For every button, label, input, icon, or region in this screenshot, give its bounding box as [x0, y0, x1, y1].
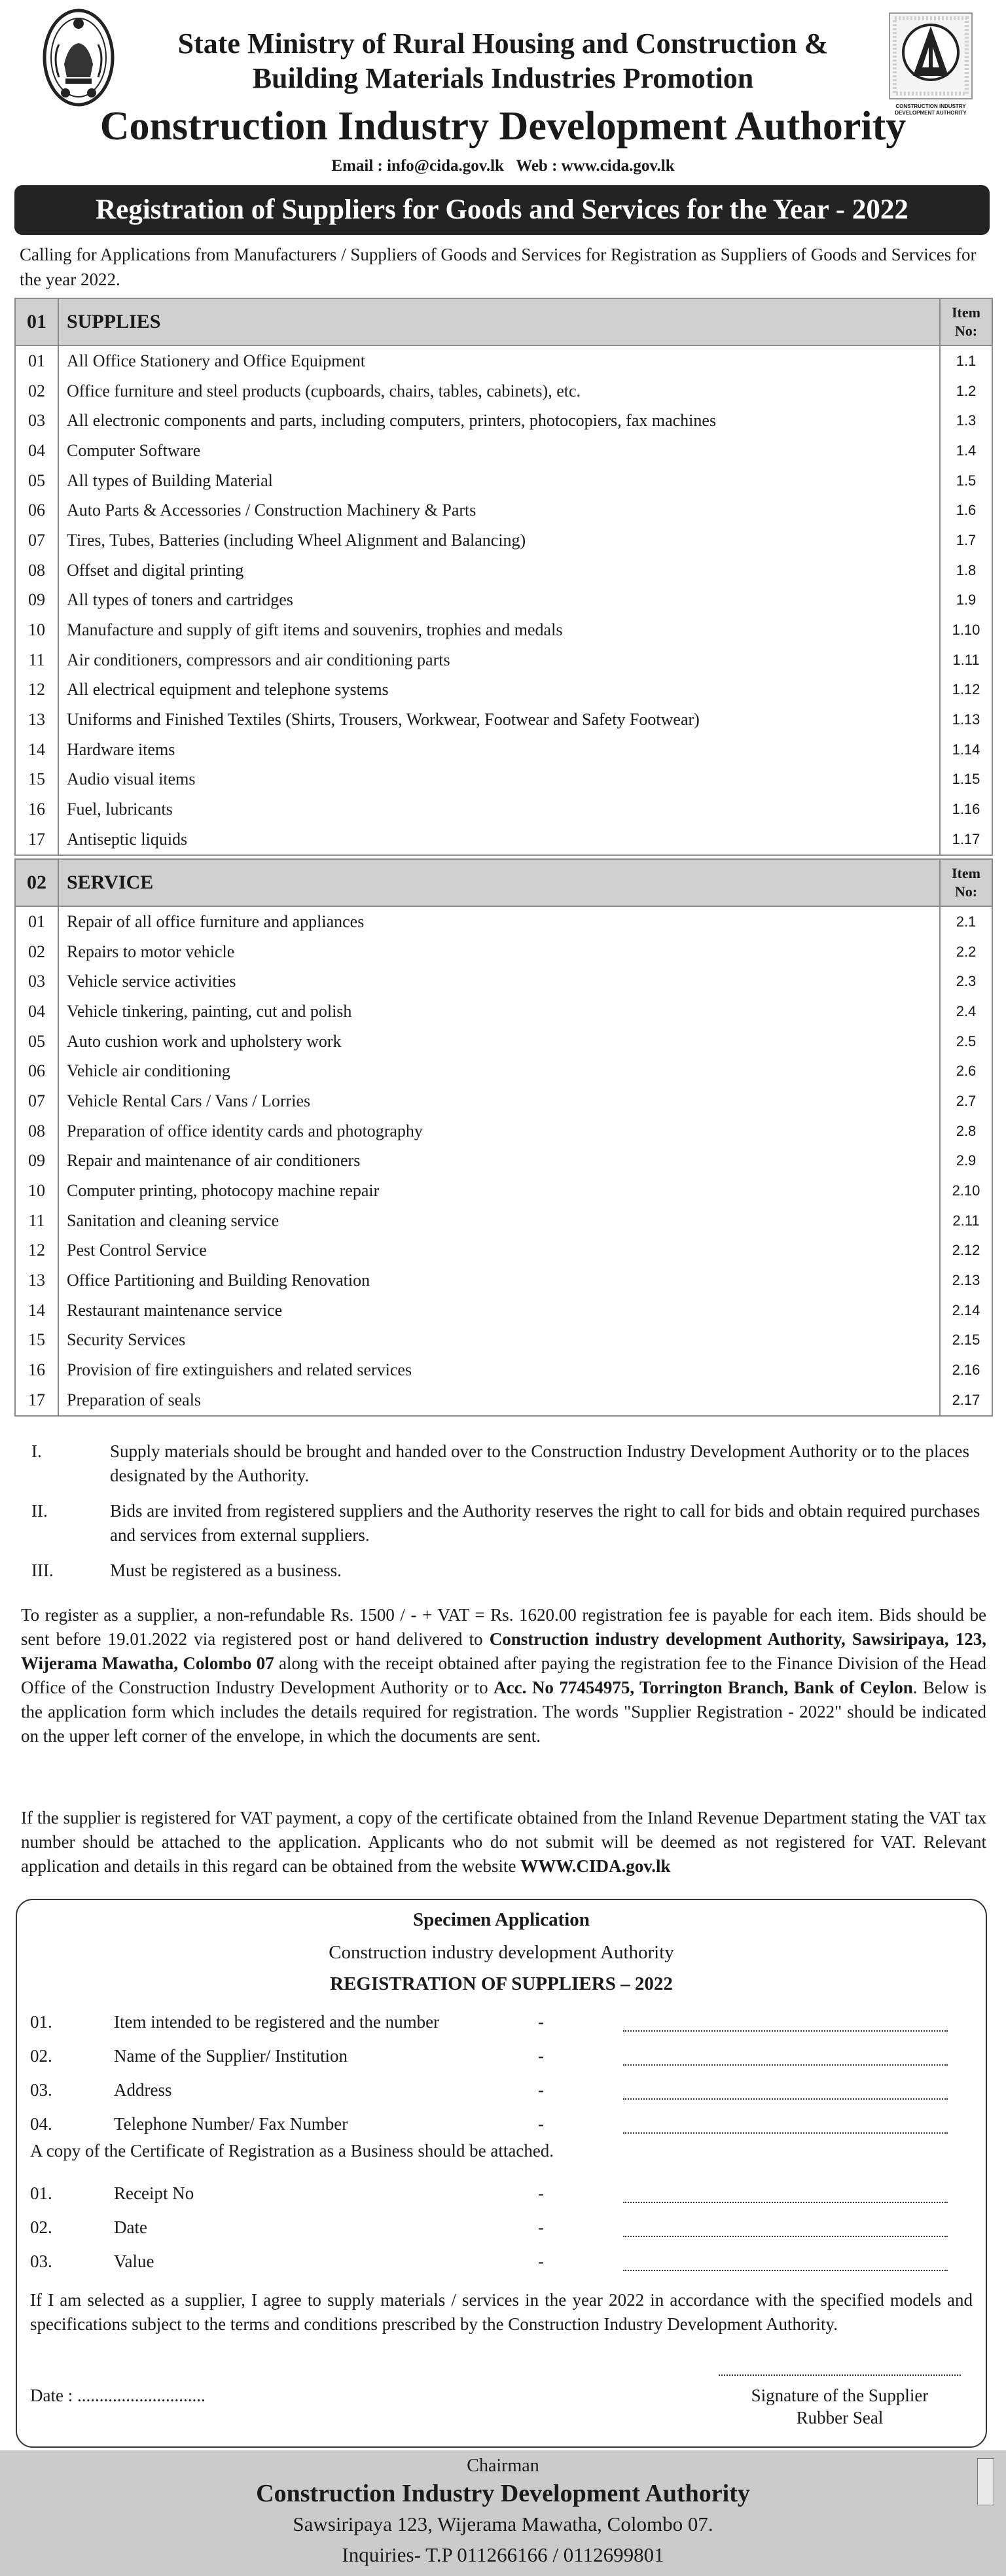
ministry-line-2: Building Materials Industries Promotion — [252, 62, 754, 94]
row-item-number: 2.11 — [952, 1212, 980, 1229]
row-description: Office Partitioning and Building Renovation — [59, 1265, 941, 1296]
table-row — [16, 1027, 992, 1057]
row-item-number: 2.6 — [956, 1063, 977, 1080]
row-description: Vehicle tinkering, painting, cut and polish — [59, 997, 941, 1027]
website-link[interactable]: WWW.CIDA.gov.lk — [520, 1856, 671, 1876]
row-description: Sanitation and cleaning service — [59, 1206, 941, 1236]
table-row — [16, 1086, 992, 1116]
row-number: 06 — [16, 1056, 59, 1086]
row-number: 10 — [16, 615, 59, 645]
supplies-section-title: SUPPLIES — [59, 299, 941, 345]
row-description: Vehicle service activities — [59, 966, 941, 997]
registration-paragraph — [21, 1603, 986, 1748]
supplies-header — [16, 299, 992, 346]
row-number: 03 — [16, 966, 59, 997]
item-header-line-2: No: — [954, 883, 978, 900]
footer-authority: Construction Industry Development Authority — [256, 2480, 750, 2507]
row-number: 10 — [16, 1176, 59, 1206]
row-description: Provision of fire extinguishers and related services — [59, 1355, 941, 1385]
row-item-number: 2.4 — [956, 1002, 977, 1019]
row-number: 09 — [16, 586, 59, 616]
row-item-number: 2.17 — [952, 1391, 980, 1408]
table-row — [16, 1355, 992, 1385]
row-number: 15 — [16, 1326, 59, 1356]
item-header-line-2: No: — [954, 323, 978, 339]
row-number: 14 — [16, 735, 59, 765]
row-number: 01 — [16, 907, 59, 937]
field-label: Value — [114, 2251, 154, 2271]
row-number: 04 — [16, 997, 59, 1027]
row-number: 11 — [16, 1206, 59, 1236]
row-item-number: 1.1 — [956, 352, 977, 369]
condition-number: III. — [31, 1561, 54, 1580]
table-row — [16, 586, 992, 616]
footer-address: Sawsiripaya 123, Wijerama Mawatha, Colombo 07. — [293, 2513, 713, 2535]
footer-role: Chairman — [467, 2456, 539, 2476]
signature-label — [719, 2384, 961, 2429]
table-row — [16, 1146, 992, 1176]
form-field-receipt — [30, 2176, 973, 2210]
specimen-application-box — [16, 1899, 987, 2448]
row-number: 06 — [16, 495, 59, 525]
table-row — [16, 466, 992, 496]
row-item-number: 2.16 — [952, 1362, 980, 1379]
cida-logo-icon — [888, 12, 973, 100]
table-row — [16, 376, 992, 406]
row-description: Tires, Tubes, Batteries (including Wheel Alignment and Balancing) — [59, 525, 941, 556]
form-field-address — [30, 2073, 973, 2107]
row-description: Security Services — [59, 1326, 941, 1356]
row-item-number: 1.2 — [956, 382, 977, 399]
intro-text: Calling for Applications from Manufacturers / Suppliers of Goods and Services for Registration as Suppliers of Goods and Services for the year 2022. — [20, 245, 977, 289]
table-row — [16, 1385, 992, 1415]
specimen-heading: REGISTRATION OF SUPPLIERS – 2022 — [330, 1973, 673, 1994]
table-row — [16, 1206, 992, 1236]
row-description: Air conditioners, compressors and air conditioning parts — [59, 645, 941, 675]
field-number: 03. — [30, 2251, 52, 2271]
row-item-number: 2.10 — [952, 1182, 980, 1199]
row-description: Vehicle Rental Cars / Vans / Lorries — [59, 1086, 941, 1116]
title-banner: Registration of Suppliers for Goods and Services for the Year - 2022 — [14, 185, 990, 235]
row-number: 03 — [16, 406, 59, 436]
row-description: Auto Parts & Accessories / Construction Machinery & Parts — [59, 495, 941, 525]
table-row — [16, 525, 992, 556]
table-row — [16, 1176, 992, 1206]
table-row — [16, 1265, 992, 1296]
row-number: 12 — [16, 1236, 59, 1266]
row-description: Office furniture and steel products (cupboards, chairs, tables, cabinets), etc. — [59, 376, 941, 406]
row-item-number: 2.8 — [956, 1122, 977, 1139]
conditions-list — [26, 1439, 988, 1594]
attach-certificate-note: A copy of the Certificate of Registration as a Business should be attached. — [30, 2141, 554, 2161]
row-item-number: 2.12 — [952, 1242, 980, 1259]
row-number: 08 — [16, 1116, 59, 1146]
agreement-text: If I am selected as a supplier, I agree to supply materials / services in the year 2022 in accordance with the specified models and specifications subject to the terms and conditions prescribed by the Construction Industry Development Authority. — [30, 2290, 973, 2334]
row-item-number: 2.1 — [956, 913, 977, 930]
row-number: 02 — [16, 937, 59, 967]
field-dash: - — [538, 2011, 544, 2032]
row-description: Repairs to motor vehicle — [59, 937, 941, 967]
row-item-number: 2.14 — [952, 1301, 980, 1318]
row-item-number: 2.2 — [956, 943, 977, 960]
table-row — [16, 997, 992, 1027]
application-fields — [30, 2005, 973, 2141]
field-number: 01. — [30, 2183, 52, 2203]
row-item-number: 1.3 — [956, 412, 977, 429]
field-label: Name of the Supplier/ Institution — [114, 2045, 348, 2066]
table-row — [16, 615, 992, 645]
field-dash: - — [538, 2113, 544, 2134]
condition-text: Must be registered as a business. — [110, 1561, 342, 1580]
row-description: All electrical equipment and telephone systems — [59, 675, 941, 705]
service-table — [14, 858, 993, 1417]
row-description: Offset and digital printing — [59, 556, 941, 586]
field-number: 03. — [30, 2079, 52, 2100]
row-description: All types of toners and cartridges — [59, 586, 941, 616]
registration-text-2: along with the receipt obtained after paying the registration fee to the Finance Division of the Head Office of the Construction Industry Development Authority or to — [21, 1653, 986, 1697]
field-number: 02. — [30, 2045, 52, 2066]
row-description: Antiseptic liquids — [59, 824, 941, 855]
row-number: 02 — [16, 376, 59, 406]
row-item-number: 2.9 — [956, 1152, 977, 1169]
form-field-value — [30, 2244, 973, 2278]
row-description: Preparation of seals — [59, 1385, 941, 1415]
value-blank[interactable] — [623, 2257, 948, 2271]
table-row — [16, 1296, 992, 1326]
row-description: Auto cushion work and upholstery work — [59, 1027, 941, 1057]
receipt-fields — [30, 2176, 973, 2278]
row-number: 09 — [16, 1146, 59, 1176]
row-description: Computer printing, photocopy machine repair — [59, 1176, 941, 1206]
authority-name: Construction Industry Development Authority — [99, 104, 907, 149]
field-dash: - — [538, 2045, 544, 2066]
row-number: 07 — [16, 1086, 59, 1116]
table-row — [16, 765, 992, 795]
row-number: 04 — [16, 436, 59, 466]
field-number: 01. — [30, 2011, 52, 2032]
footer — [0, 2450, 1006, 2576]
row-description: Manufacture and supply of gift items and souvenirs, trophies and medals — [59, 615, 941, 645]
row-description: Repair of all office furniture and appliances — [59, 907, 941, 937]
row-item-number: 1.7 — [956, 531, 977, 548]
date-blank[interactable] — [623, 2223, 948, 2237]
email-text: Email : info@cida.gov.lk — [331, 157, 504, 175]
row-number: 07 — [16, 525, 59, 556]
row-item-number: 1.12 — [952, 681, 980, 698]
field-label: Date — [114, 2217, 147, 2237]
supplies-item-header — [941, 299, 992, 345]
table-row — [16, 1116, 992, 1146]
table-row — [16, 406, 992, 436]
logo-caption: CONSTRUCTION INDUSTRY DEVELOPMENT AUTHORITY — [895, 103, 967, 116]
cida-logo — [888, 12, 973, 116]
row-item-number: 1.9 — [956, 591, 977, 609]
row-number: 15 — [16, 765, 59, 795]
field-number: 04. — [30, 2113, 52, 2134]
field-dash: - — [538, 2183, 544, 2203]
table-row — [16, 907, 992, 937]
item-header-line-1: Item — [952, 304, 980, 321]
ministry-name — [131, 26, 875, 96]
footer-inquiries: Inquiries- T.P 011266166 / 0112699801 — [342, 2543, 664, 2566]
table-row — [16, 937, 992, 967]
field-label: Telephone Number/ Fax Number — [114, 2113, 348, 2134]
row-description: Restaurant maintenance service — [59, 1296, 941, 1326]
service-section-title: SERVICE — [59, 860, 941, 906]
condition-item — [26, 1439, 988, 1488]
bank-account: Acc. No 77454975, Torrington Branch, Bank of Ceylon — [494, 1678, 913, 1697]
supplies-table — [14, 298, 993, 856]
row-description: Preparation of office identity cards and photography — [59, 1116, 941, 1146]
table-row — [16, 735, 992, 765]
row-description: Uniforms and Finished Textiles (Shirts, Trousers, Workwear, Footwear and Safety Footwear) — [59, 705, 941, 735]
supplies-rows — [16, 346, 992, 855]
table-row — [16, 705, 992, 735]
condition-item — [26, 1499, 988, 1547]
table-row — [16, 645, 992, 675]
contact-info — [0, 157, 1006, 175]
table-row — [16, 675, 992, 705]
field-dash: - — [538, 2079, 544, 2100]
row-description: Pest Control Service — [59, 1236, 941, 1266]
table-row — [16, 495, 992, 525]
address-blank[interactable] — [623, 2085, 948, 2100]
telephone-blank[interactable] — [623, 2119, 948, 2134]
receipt-blank[interactable] — [623, 2189, 948, 2203]
row-description: Repair and maintenance of air conditioners — [59, 1146, 941, 1176]
row-item-number: 2.5 — [956, 1032, 977, 1050]
field-dash: - — [538, 2217, 544, 2237]
row-number: 16 — [16, 1355, 59, 1385]
row-number: 13 — [16, 1265, 59, 1296]
field-dash: - — [538, 2251, 544, 2271]
signature-line-1: Signature of the Supplier — [751, 2386, 929, 2405]
specimen-title: Specimen Application — [413, 1909, 590, 1930]
row-number: 13 — [16, 705, 59, 735]
field-label: Item intended to be registered and the number — [114, 2011, 440, 2032]
row-description: Vehicle air conditioning — [59, 1056, 941, 1086]
condition-text: Bids are invited from registered suppliers and the Authority reserves the right to call for bids and obtain required purchases and services from external suppliers. — [110, 1501, 980, 1545]
field-label: Address — [114, 2079, 172, 2100]
row-number: 08 — [16, 556, 59, 586]
row-number: 16 — [16, 794, 59, 824]
signature-line-2: Rubber Seal — [796, 2408, 884, 2427]
row-number: 05 — [16, 466, 59, 496]
signature-blank[interactable] — [719, 2374, 961, 2376]
row-number: 11 — [16, 645, 59, 675]
row-description: All types of Building Material — [59, 466, 941, 496]
row-description: All Office Stationery and Office Equipment — [59, 346, 941, 376]
condition-number: II. — [31, 1501, 48, 1521]
field-label: Receipt No — [114, 2183, 194, 2203]
registration-address: Construction industry development Authority, Sawsiripaya, 123, Wijerama Mawatha, Colombo 07 — [21, 1629, 986, 1673]
form-field-date — [30, 2210, 973, 2244]
service-item-header — [941, 860, 992, 906]
row-item-number: 1.8 — [956, 561, 977, 578]
vat-paragraph — [21, 1806, 986, 1879]
row-item-number: 2.3 — [956, 973, 977, 990]
registration-text-3: . Below is the application form which includes the details required for registration. The words "Supplier Registration - 2022" should be indicated on the upper left corner of the envelope, in which the documents are sent. — [21, 1678, 986, 1746]
specimen-subtitle: Construction industry development Authority — [329, 1942, 674, 1963]
row-item-number: 2.7 — [956, 1092, 977, 1109]
condition-item — [26, 1559, 988, 1583]
row-item-number: 2.15 — [952, 1332, 980, 1349]
vat-text: If the supplier is registered for VAT payment, a copy of the certificate obtained from the Inland Revenue Department stating the VAT tax number should be attached to the application. Applicants who do not submit will be deemed as not registered for VAT. Relevant application and details in this regard can be obtained from the website — [21, 1808, 986, 1876]
row-number: 17 — [16, 824, 59, 855]
supplies-section-number: 01 — [16, 299, 59, 345]
registration-text-1: To register as a supplier, a non-refundable Rs. 1500 / - + VAT = Rs. 1620.00 registration fee is payable for each item. Bids should be sent before 19.01.2022 via registered post or hand delivered to — [21, 1605, 986, 1649]
service-rows — [16, 907, 992, 1415]
row-number: 17 — [16, 1385, 59, 1415]
table-row — [16, 794, 992, 824]
form-field-item — [30, 2005, 973, 2039]
table-row — [16, 1056, 992, 1086]
service-section-number: 02 — [16, 860, 59, 906]
row-item-number: 1.14 — [952, 741, 980, 758]
row-item-number: 1.10 — [952, 622, 980, 639]
row-item-number: 1.13 — [952, 711, 980, 728]
row-description: All electronic components and parts, including computers, printers, photocopiers, fax machines — [59, 406, 941, 436]
item-header-line-1: Item — [952, 865, 980, 881]
field-number: 02. — [30, 2217, 52, 2237]
row-number: 05 — [16, 1027, 59, 1057]
form-field-telephone — [30, 2107, 973, 2141]
item-field-blank[interactable] — [623, 2017, 948, 2032]
row-description: Hardware items — [59, 735, 941, 765]
condition-text: Supply materials should be brought and handed over to the Construction Industry Development Authority or to the places designated by the Authority. — [110, 1441, 970, 1485]
table-row — [16, 1326, 992, 1356]
row-number: 01 — [16, 346, 59, 376]
row-item-number: 1.15 — [952, 771, 980, 788]
row-description: Fuel, lubricants — [59, 794, 941, 824]
supplier-name-blank[interactable] — [623, 2051, 948, 2066]
table-row — [16, 1236, 992, 1266]
row-description: Audio visual items — [59, 765, 941, 795]
table-row — [16, 436, 992, 466]
service-header — [16, 860, 992, 907]
header — [0, 0, 1006, 180]
row-item-number: 1.5 — [956, 472, 977, 489]
table-row — [16, 966, 992, 997]
web-text: Web : www.cida.gov.lk — [516, 157, 675, 175]
national-emblem-icon — [39, 5, 118, 110]
row-item-number: 2.13 — [952, 1272, 980, 1289]
ministry-line-1: State Ministry of Rural Housing and Construction & — [177, 27, 829, 60]
row-item-number: 1.4 — [956, 442, 977, 459]
form-field-supplier-name — [30, 2039, 973, 2073]
row-number: 14 — [16, 1296, 59, 1326]
row-number: 12 — [16, 675, 59, 705]
table-row — [16, 346, 992, 376]
row-item-number: 1.16 — [952, 801, 980, 818]
date-signature-line: Date : ............................. — [30, 2386, 206, 2405]
row-description: Computer Software — [59, 436, 941, 466]
table-row — [16, 824, 992, 855]
table-row — [16, 556, 992, 586]
row-item-number: 1.11 — [952, 651, 980, 668]
row-item-number: 1.6 — [956, 502, 977, 519]
print-code-mark — [977, 2458, 994, 2505]
row-item-number: 1.17 — [952, 830, 980, 847]
condition-number: I. — [31, 1441, 42, 1461]
